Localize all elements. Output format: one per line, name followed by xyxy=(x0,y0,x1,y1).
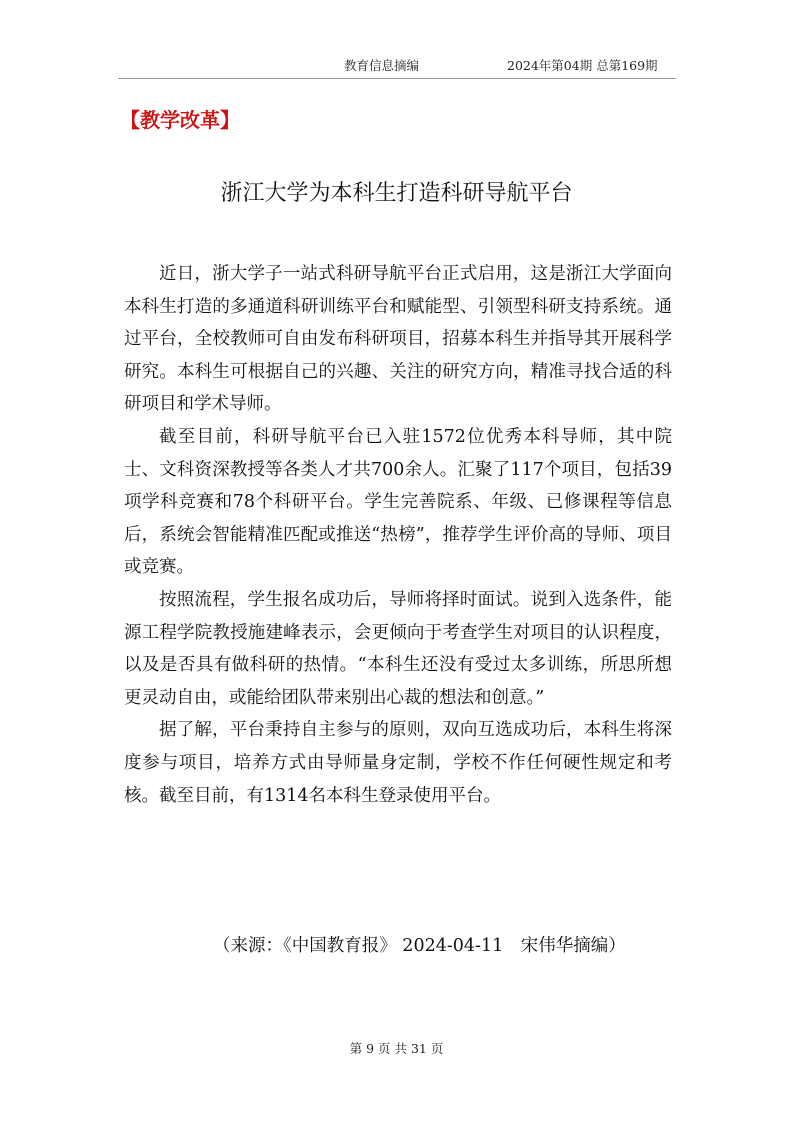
article-title: 浙江大学为本科生打造科研导航平台 xyxy=(220,181,573,206)
paragraph: 据了解，平台秉持自主参与的原则，双向互选成功后，本科生将深度参与项目，培养方式由导师量身定制，学校不作任何硬性规定和考核。截至目前，有1314名本科生登录使用平台。 xyxy=(124,720,672,806)
page-header xyxy=(0,56,793,78)
publication-name: 教育信息摘编 xyxy=(344,58,420,73)
paragraph: 按照流程，学生报名成功后，导师将择时面试。说到入选条件，能源工程学院教授施建峰表示，会更倾向于考查学生对项目的认识程度，以及是否具有做科研的热情。“本科生还没有受过太多训练，所思所想更灵动自由，或能给团队带来别出心裁的想法和创意。” xyxy=(124,589,672,708)
page-footer xyxy=(0,1039,793,1057)
paragraph: 截至目前，科研导航平台已入驻1572位优秀本科导师，其中院士、文科资深教授等各类人才共700余人。汇聚了117个项目，包括39项学科竞赛和78个科研平台。学生完善院系、年级、已修课程等信息后，系统会智能精准匹配或推送“热榜”，推荐学生评价高的导师、项目或竞赛。 xyxy=(124,426,672,578)
article-body xyxy=(124,258,672,812)
paragraph: 近日，浙大学子一站式科研导航平台正式启用，这是浙江大学面向本科生打造的多通道科研训练平台和赋能型、引领型科研支持系统。通过平台，全校教师可自由发布科研项目，招募本科生并指导其开展科学研究。本科生可根据自己的兴趣、关注的研究方向，精准寻找合适的科研项目和学术导师。 xyxy=(124,264,672,415)
issue-number: 2024年第04期 总第169期 xyxy=(507,58,658,73)
page-number: 第 9 页 共 31 页 xyxy=(349,1041,444,1056)
section-tag: 【教学改革】 xyxy=(120,108,240,132)
article-source: （来源：《中国教育报》 2024-04-11 宋伟华摘编） xyxy=(213,936,626,956)
header-divider xyxy=(118,78,676,79)
